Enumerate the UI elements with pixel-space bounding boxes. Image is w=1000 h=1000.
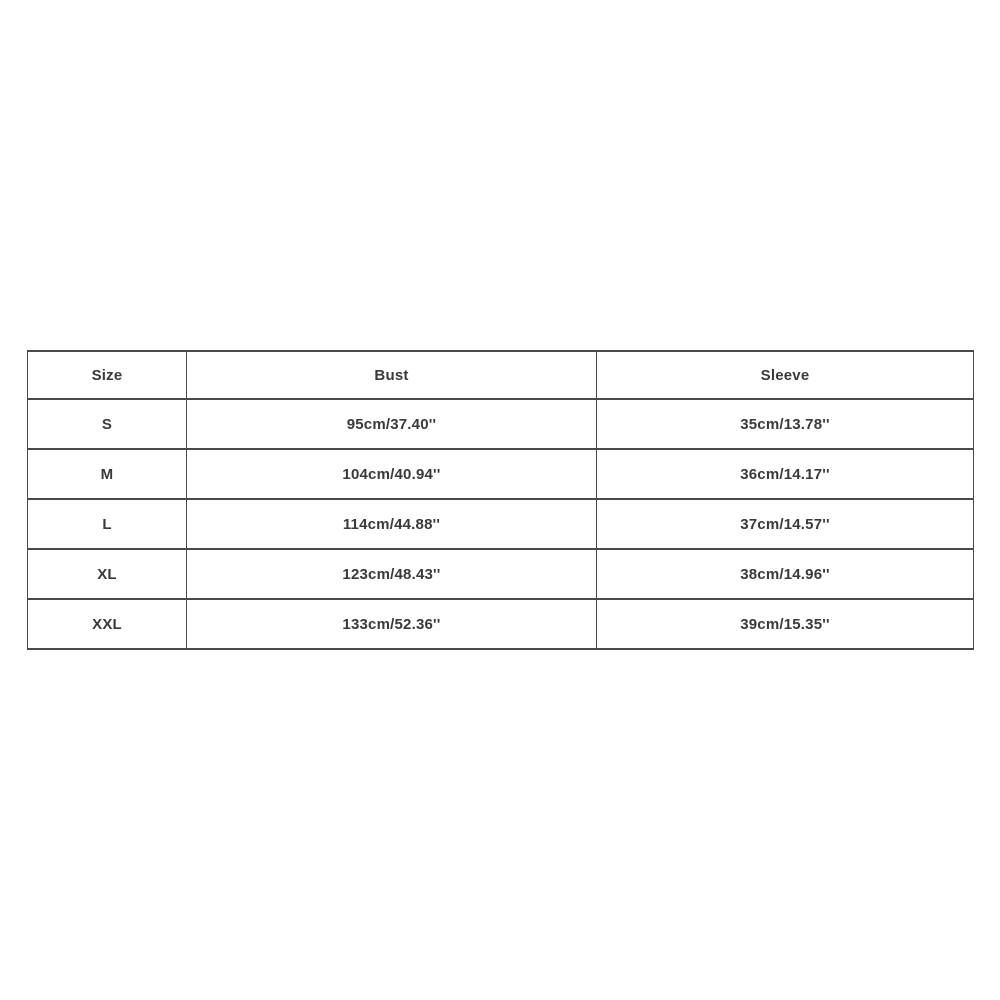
- table-cell: 38cm/14.96'': [597, 549, 974, 599]
- column-header-size: Size: [28, 351, 187, 399]
- table-row: [28, 599, 974, 649]
- table-cell: 95cm/37.40'': [187, 399, 597, 449]
- table-row: [28, 549, 974, 599]
- table-cell: XL: [28, 549, 187, 599]
- table-row: [28, 499, 974, 549]
- table-cell: S: [28, 399, 187, 449]
- table-row: [28, 399, 974, 449]
- table-cell: M: [28, 449, 187, 499]
- header-row: [28, 351, 974, 399]
- size-chart-header: [28, 351, 974, 399]
- table-cell: 123cm/48.43'': [187, 549, 597, 599]
- table-cell: 104cm/40.94'': [187, 449, 597, 499]
- table-cell: 133cm/52.36'': [187, 599, 597, 649]
- column-header-sleeve: Sleeve: [597, 351, 974, 399]
- table-cell: XXL: [28, 599, 187, 649]
- table-cell: L: [28, 499, 187, 549]
- table-cell: 36cm/14.17'': [597, 449, 974, 499]
- size-chart-table: [27, 350, 974, 650]
- table-row: [28, 449, 974, 499]
- table-cell: 35cm/13.78'': [597, 399, 974, 449]
- table-cell: 39cm/15.35'': [597, 599, 974, 649]
- size-chart-body: [28, 399, 974, 649]
- column-header-bust: Bust: [187, 351, 597, 399]
- table-cell: 114cm/44.88'': [187, 499, 597, 549]
- table-cell: 37cm/14.57'': [597, 499, 974, 549]
